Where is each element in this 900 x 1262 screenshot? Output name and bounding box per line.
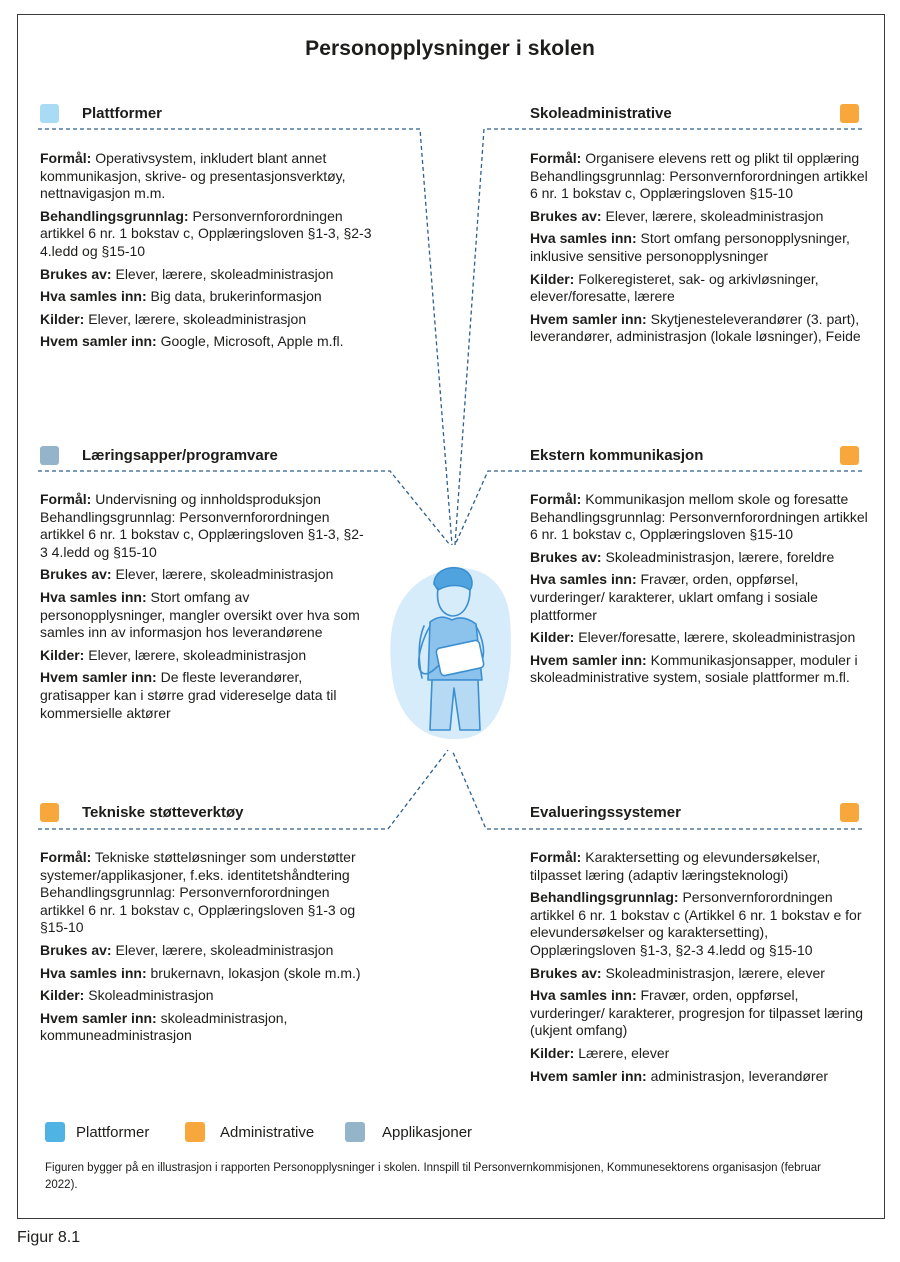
field-value: Karaktersetting og elevundersøkelser, tilpasset læring (adaptiv læringsteknologi) — [530, 849, 821, 883]
field-label: Hva samles inn: — [40, 288, 147, 305]
field-label: Brukes av: — [530, 548, 602, 565]
field-evaluering-2 — [530, 965, 875, 983]
field-value: Personvernforordningen artikkel 6 nr. 1 bokstav c (Artikkel 6 nr. 1 bokstav e for elevundersøkelser og karaktersetting), Opplæringsloven §1-3, §2-3 4.ledd og §15-10 — [530, 889, 862, 958]
student-with-tablet-illustration — [382, 560, 522, 745]
legend-plattformer-swatch — [45, 1122, 65, 1142]
field-label: Formål: — [40, 150, 92, 166]
field-label: Behandlingsgrunnlag: — [40, 207, 189, 224]
field-tekniske-1 — [40, 942, 370, 960]
field-value: Lærere, elever — [574, 1044, 670, 1061]
section-body-tekniske — [40, 849, 370, 1050]
field-value: Fravær, orden, oppførsel, vurderinger/ karakterer, progresjon for tilpasset læring (ukjent omfang) — [530, 987, 864, 1039]
legend-administrative-label: Administrative — [220, 1124, 315, 1141]
footnote: Figuren bygger på en illustrasjon i rapporten Personopplysninger i skolen. Innspill til Personvernkommisjonen, Kommunesektorens organisasjon (februar 2022). — [45, 1162, 822, 1191]
section-title-tekniske: Tekniske støtteverktøy — [82, 804, 244, 821]
field-label: Hva samles inn: — [530, 987, 637, 1004]
field-plattformer-1 — [40, 208, 378, 261]
field-label: Hva samles inn: — [40, 964, 147, 981]
field-value: brukernavn, lokasjon (skole m.m.) — [146, 964, 361, 981]
legend-administrative-swatch — [185, 1122, 205, 1142]
field-label: Formål: — [40, 849, 92, 865]
field-skoleadministrative-3 — [530, 271, 875, 306]
field-laeringsapper-1 — [40, 566, 368, 584]
section-title-plattformer: Plattformer — [82, 105, 163, 122]
field-value: Skoleadministrasjon, lærere, elever — [601, 964, 825, 981]
section-title-evaluering: Evalueringssystemer — [530, 804, 681, 821]
field-value: Skytjenesteleverandører (3. part), leverandører, administrasjon (lokale løsninger), Feide — [530, 310, 861, 345]
tekniske-color-square — [40, 803, 59, 822]
field-laeringsapper-4 — [40, 669, 368, 722]
field-value: Elever, lærere, skoleadministrasjon — [111, 941, 334, 958]
field-value: Big data, brukerinformasjon — [146, 288, 322, 305]
field-ekstern-4 — [530, 652, 875, 687]
field-label: Kilder: — [40, 646, 85, 663]
field-ekstern-3 — [530, 629, 875, 647]
field-plattformer-2 — [40, 266, 378, 284]
field-label: Hvem samler inn: — [40, 669, 157, 686]
legend-plattformer-label: Plattformer — [76, 1124, 150, 1141]
field-value: Operativsystem, inkludert blant annet kommunikasjon, skrive- og presentasjonsverktøy, nettnavigasjon m.m. — [40, 150, 346, 202]
field-value: Organisere elevens rett og plikt til opplæring Behandlingsgrunnlag: Personvernforordningen artikkel 6 nr. 1 bokstav c, Opplæringsloven §15-10 — [530, 150, 868, 202]
field-label: Brukes av: — [530, 207, 602, 224]
field-evaluering-1 — [530, 889, 875, 959]
field-label: Brukes av: — [40, 566, 112, 583]
section-title-ekstern: Ekstern kommunikasjon — [530, 447, 704, 464]
section-body-skoleadministrative — [530, 150, 875, 351]
field-value: Skoleadministrasjon, lærere, foreldre — [601, 548, 835, 565]
field-skoleadministrative-2 — [530, 230, 875, 265]
field-value: Stort omfang personopplysninger, inklusive sensitive personopplysninger — [530, 230, 850, 264]
field-evaluering-3 — [530, 987, 875, 1040]
legend-applikasjoner-label: Applikasjoner — [382, 1124, 473, 1141]
field-value: Elever, lærere, skoleadministrasjon — [84, 646, 307, 663]
field-label: Hva samles inn: — [530, 571, 637, 588]
field-plattformer-4 — [40, 311, 378, 329]
laeringsapper-color-square — [40, 446, 59, 465]
field-value: Personvernforordningen artikkel 6 nr. 1 bokstav c, Opplæringsloven §1-3, §2-3 4.ledd og §15-10 — [40, 207, 372, 259]
field-value: Google, Microsoft, Apple m.fl. — [156, 333, 344, 350]
field-value: Undervisning og innholdsproduksjon Behandlingsgrunnlag: Personvernforordningen artikkel 6 nr. 1 bokstav c, Opplæringsloven §1-3, §2-3 4.ledd og §15-10 — [40, 491, 364, 560]
plattformer-color-square — [40, 104, 59, 123]
field-skoleadministrative-4 — [530, 311, 875, 346]
field-label: Behandlingsgrunnlag: — [530, 889, 679, 906]
skoleadministrative-color-square — [840, 104, 859, 123]
field-plattformer-3 — [40, 288, 378, 306]
page-title: Personopplysninger i skolen — [305, 37, 595, 60]
field-label: Hvem samler inn: — [530, 1067, 647, 1084]
section-body-laeringsapper — [40, 491, 368, 727]
field-label: Kilder: — [530, 629, 575, 646]
field-evaluering-0 — [530, 849, 875, 884]
ekstern-color-square — [840, 446, 859, 465]
field-value: Kommunikasjon mellom skole og foresatte Behandlingsgrunnlag: Personvernforordningen artikkel 6 nr. 1 bokstav c, Opplæringsloven §15-10 — [530, 491, 868, 543]
section-body-ekstern — [530, 491, 875, 692]
field-label: Brukes av: — [40, 265, 112, 282]
field-laeringsapper-0 — [40, 491, 368, 561]
field-value: Skoleadministrasjon — [84, 987, 214, 1004]
field-value: Folkeregisteret, sak- og arkivløsninger, elever/foresatte, lærere — [530, 270, 819, 305]
section-title-laeringsapper: Læringsapper/programvare — [82, 447, 278, 464]
field-value: Elever, lærere, skoleadministrasjon — [111, 265, 334, 282]
field-value: Elever, lærere, skoleadministrasjon — [84, 310, 307, 327]
field-value: Stort omfang av personopplysninger, mangler oversikt over hva som samles inn av informasjon hos leverandørene — [40, 588, 360, 641]
field-tekniske-0 — [40, 849, 370, 937]
section-title-skoleadministrative: Skoleadministrative — [530, 105, 672, 122]
figure-caption: Figur 8.1 — [17, 1229, 81, 1246]
field-value: Elever, lærere, skoleadministrasjon — [111, 566, 334, 583]
field-label: Hvem samler inn: — [40, 333, 157, 350]
field-ekstern-0 — [530, 491, 875, 544]
field-value: Kommunikasjonsapper, moduler i skoleadministrative system, sosiale plattformer m.fl. — [530, 651, 858, 686]
field-value: Tekniske støtteløsninger som understøtter systemer/applikasjoner, f.eks. identitetshåndtering Behandlingsgrunnlag: Personvernforordningen artikkel 6 nr. 1 bokstav c, Opplæringsloven §1-3 og §15-10 — [40, 849, 356, 936]
field-label: Formål: — [40, 491, 92, 507]
field-value: De fleste leverandører, gratisapper kan i større grad videreselge data til kommersielle aktører — [40, 669, 337, 721]
field-label: Kilder: — [530, 1044, 575, 1061]
field-plattformer-5 — [40, 333, 378, 351]
field-tekniske-3 — [40, 987, 370, 1005]
field-label: Hvem samler inn: — [530, 310, 647, 327]
field-label: Hvem samler inn: — [530, 651, 647, 668]
field-plattformer-0 — [40, 150, 378, 203]
field-label: Hva samles inn: — [40, 588, 147, 605]
field-ekstern-2 — [530, 571, 875, 624]
field-value: Fravær, orden, oppførsel, vurderinger/ karakterer, uklart omfang i sosiale plattformer — [530, 571, 818, 623]
field-laeringsapper-3 — [40, 647, 368, 665]
field-label: Kilder: — [40, 987, 85, 1004]
field-label: Formål: — [530, 849, 582, 865]
section-body-plattformer — [40, 150, 378, 356]
field-tekniske-2 — [40, 965, 370, 983]
field-laeringsapper-2 — [40, 589, 368, 642]
field-evaluering-4 — [530, 1045, 875, 1063]
field-label: Formål: — [530, 150, 582, 166]
field-label: Kilder: — [530, 270, 575, 287]
field-value: Elever/foresatte, lærere, skoleadministrasjon — [574, 629, 856, 646]
legend-applikasjoner-swatch — [345, 1122, 365, 1142]
field-value: skoleadministrasjon, kommuneadministrasjon — [40, 1009, 288, 1044]
evaluering-color-square — [840, 803, 859, 822]
field-label: Hva samles inn: — [530, 230, 637, 247]
field-label: Hvem samler inn: — [40, 1009, 157, 1026]
field-ekstern-1 — [530, 549, 875, 567]
field-label: Formål: — [530, 491, 582, 507]
field-skoleadministrative-1 — [530, 208, 875, 226]
section-body-evaluering — [530, 849, 875, 1090]
field-evaluering-5 — [530, 1068, 875, 1086]
field-skoleadministrative-0 — [530, 150, 875, 203]
field-value: administrasjon, leverandører — [646, 1067, 829, 1084]
field-label: Brukes av: — [40, 941, 112, 958]
field-label: Kilder: — [40, 310, 85, 327]
field-label: Brukes av: — [530, 964, 602, 981]
field-value: Elever, lærere, skoleadministrasjon — [601, 207, 824, 224]
field-tekniske-4 — [40, 1010, 370, 1045]
